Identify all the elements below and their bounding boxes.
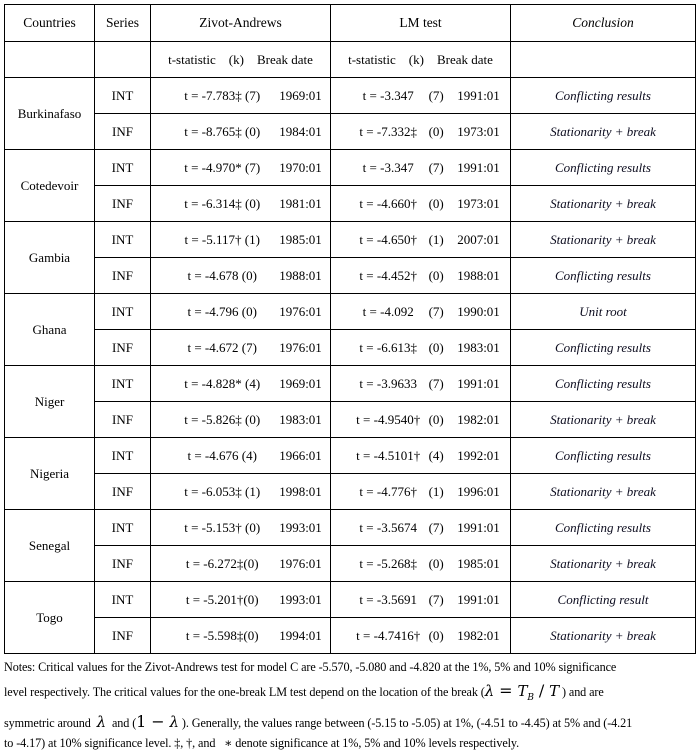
zivot-andrews-cell — [151, 78, 331, 114]
za-break-date: 1983:01 — [279, 411, 322, 427]
notes-line-4: to -4.17) at 10% significance level. ‡, †, and ∗ denote significance at 1%, 5% and 10% levels respectively. — [4, 736, 520, 750]
zivot-andrews-cell — [151, 474, 331, 510]
lm-tstat: t = -4.776† — [359, 483, 417, 499]
notes-line-3 — [4, 710, 694, 735]
table-row — [5, 330, 696, 366]
table-notes — [4, 656, 694, 752]
lm-break-date: 1973:01 — [457, 195, 500, 211]
math-subscript-B: B — [527, 693, 534, 703]
lm-tstat: t = -3.347 — [362, 159, 414, 175]
lm-break-date: 1991:01 — [457, 87, 500, 103]
lm-tstat: t = -7.332‡ — [359, 123, 417, 139]
lm-test-cell — [331, 582, 511, 618]
za-tstat: t = -4.676 (4) — [187, 447, 257, 463]
lambda-symbol: λ — [169, 713, 179, 731]
subheader-lm-k: (k) — [408, 51, 424, 67]
table-row — [5, 402, 696, 438]
lm-k: (0) — [428, 411, 444, 427]
series-cell: INF — [95, 330, 151, 366]
series-cell: INT — [95, 510, 151, 546]
lm-tstat: t = -4.092 — [362, 303, 414, 319]
conclusion-cell: Stationarity + break — [511, 222, 696, 258]
zivot-andrews-cell — [151, 114, 331, 150]
series-cell: INT — [95, 438, 151, 474]
table-row — [5, 222, 696, 258]
lm-tstat: t = -3.9633 — [359, 375, 417, 391]
za-break-date: 1969:01 — [279, 375, 322, 391]
series-cell: INT — [95, 582, 151, 618]
table-row — [5, 294, 696, 330]
series-cell: INF — [95, 402, 151, 438]
header-row — [5, 5, 696, 42]
za-tstat: t = -6.053‡ (1) — [184, 483, 261, 499]
conclusion-cell: Conflicting results — [511, 366, 696, 402]
lm-test-cell — [331, 474, 511, 510]
table-row — [5, 582, 696, 618]
lm-break-date: 2007:01 — [457, 231, 500, 247]
za-tstat: t = -5.598‡(0) — [185, 627, 259, 643]
lm-k: (0) — [428, 339, 444, 355]
lm-tstat: t = -6.613‡ — [359, 339, 417, 355]
notes-line-3-and: and ( — [106, 716, 137, 730]
results-body — [5, 78, 696, 654]
lm-test-cell — [331, 114, 511, 150]
header-zivot-andrews: Zivot-Andrews — [151, 5, 331, 42]
series-cell: INT — [95, 150, 151, 186]
zivot-andrews-cell — [151, 222, 331, 258]
subheader-za-k: (k) — [228, 51, 244, 67]
conclusion-cell: Stationarity + break — [511, 474, 696, 510]
lm-tstat: t = -4.452† — [359, 267, 417, 283]
conclusion-cell: Unit root — [511, 294, 696, 330]
za-break-date: 1981:01 — [279, 195, 322, 211]
lm-break-date: 1988:01 — [457, 267, 500, 283]
country-cell: Cotedevoir — [5, 150, 95, 222]
subheader-lm — [331, 42, 511, 78]
series-cell: INF — [95, 474, 151, 510]
lm-break-date: 1985:01 — [457, 555, 500, 571]
zivot-andrews-cell — [151, 330, 331, 366]
za-break-date: 1970:01 — [279, 159, 322, 175]
series-cell: INF — [95, 618, 151, 654]
lm-k: (0) — [428, 123, 444, 139]
table-row — [5, 438, 696, 474]
za-tstat: t = -5.153† (0) — [184, 519, 261, 535]
lm-break-date: 1991:01 — [457, 159, 500, 175]
lm-test-cell — [331, 78, 511, 114]
za-tstat: t = -4.672 (7) — [187, 339, 257, 355]
header-lm-test: LM test — [331, 5, 511, 42]
za-tstat: t = -5.201†(0) — [185, 591, 259, 607]
series-cell: INT — [95, 222, 151, 258]
za-tstat: t = -4.970* (7) — [184, 159, 261, 175]
lm-k: (7) — [428, 591, 444, 607]
zivot-andrews-cell — [151, 438, 331, 474]
country-cell: Togo — [5, 582, 95, 654]
subheader-lm-tstat: t-statistic — [348, 51, 396, 67]
series-cell: INT — [95, 294, 151, 330]
lm-tstat: t = -4.650† — [359, 231, 417, 247]
lm-test-cell — [331, 294, 511, 330]
slash-symbol: / — [533, 681, 550, 700]
za-break-date: 1998:01 — [279, 483, 322, 499]
lm-test-cell — [331, 366, 511, 402]
za-break-date: 1966:01 — [279, 447, 322, 463]
za-break-date: 1976:01 — [279, 555, 322, 571]
series-cell: INT — [95, 78, 151, 114]
table-row — [5, 258, 696, 294]
lm-break-date: 1991:01 — [457, 591, 500, 607]
lm-tstat: t = -3.347 — [362, 87, 414, 103]
za-break-date: 1976:01 — [279, 303, 322, 319]
country-cell: Ghana — [5, 294, 95, 366]
lm-break-date: 1982:01 — [457, 411, 500, 427]
lm-k: (7) — [428, 375, 444, 391]
subheader-empty-series — [95, 42, 151, 78]
lm-k: (1) — [428, 231, 444, 247]
country-cell: Gambia — [5, 222, 95, 294]
lm-test-cell — [331, 510, 511, 546]
series-cell: INF — [95, 186, 151, 222]
zivot-andrews-cell — [151, 366, 331, 402]
zivot-andrews-cell — [151, 618, 331, 654]
lm-test-cell — [331, 438, 511, 474]
series-cell: INT — [95, 366, 151, 402]
lm-tstat: t = -4.5101† — [356, 447, 421, 463]
lm-break-date: 1991:01 — [457, 519, 500, 535]
unit-root-results-table — [4, 4, 696, 654]
equals-symbol: = — [494, 681, 518, 700]
lm-tstat: t = -4.9540† — [356, 411, 421, 427]
lm-break-date: 1982:01 — [457, 627, 500, 643]
country-cell: Burkinafaso — [5, 78, 95, 150]
lm-test-cell — [331, 222, 511, 258]
lm-k: (7) — [428, 87, 444, 103]
lm-tstat: t = -4.7416† — [356, 627, 421, 643]
za-break-date: 1993:01 — [279, 591, 322, 607]
notes-line-3-text: symmetric around — [4, 716, 97, 730]
zivot-andrews-cell — [151, 546, 331, 582]
zivot-andrews-cell — [151, 258, 331, 294]
lm-break-date: 1973:01 — [457, 123, 500, 139]
za-break-date: 1969:01 — [279, 87, 322, 103]
lm-break-date: 1996:01 — [457, 483, 500, 499]
table-row — [5, 474, 696, 510]
za-tstat: t = -4.828* (4) — [184, 375, 261, 391]
zivot-andrews-cell — [151, 186, 331, 222]
lm-test-cell — [331, 258, 511, 294]
series-cell: INF — [95, 546, 151, 582]
math-T-total: T — [549, 682, 560, 700]
conclusion-cell: Conflicting results — [511, 330, 696, 366]
subheader-empty-country — [5, 42, 95, 78]
conclusion-cell: Stationarity + break — [511, 114, 696, 150]
conclusion-cell: Stationarity + break — [511, 186, 696, 222]
lm-tstat: t = -3.5674 — [359, 519, 417, 535]
lm-test-cell — [331, 330, 511, 366]
subheader-za — [151, 42, 331, 78]
conclusion-cell: Conflicting results — [511, 258, 696, 294]
table-row — [5, 618, 696, 654]
lm-break-date: 1991:01 — [457, 375, 500, 391]
series-cell: INF — [95, 258, 151, 294]
header-countries: Countries — [5, 5, 95, 42]
lm-tstat: t = -3.5691 — [359, 591, 417, 607]
lm-test-cell — [331, 402, 511, 438]
lm-test-cell — [331, 618, 511, 654]
table-row — [5, 150, 696, 186]
lm-test-cell — [331, 186, 511, 222]
za-break-date: 1985:01 — [279, 231, 322, 247]
lm-k: (4) — [428, 447, 444, 463]
lm-break-date: 1983:01 — [457, 339, 500, 355]
conclusion-cell: Conflicting results — [511, 150, 696, 186]
conclusion-cell: Conflicting result — [511, 582, 696, 618]
lambda-symbol: λ — [96, 713, 107, 731]
za-break-date: 1988:01 — [279, 267, 322, 283]
table-row — [5, 186, 696, 222]
table-row — [5, 366, 696, 402]
table-row — [5, 78, 696, 114]
zivot-andrews-cell — [151, 510, 331, 546]
lm-k: (7) — [428, 303, 444, 319]
subheader-empty-conclusion — [511, 42, 696, 78]
zivot-andrews-cell — [151, 402, 331, 438]
notes-line-2-text: level respectively. The critical values for the one-break LM test depend on the location of the break ( — [4, 685, 485, 699]
zivot-andrews-cell — [151, 150, 331, 186]
table-row — [5, 510, 696, 546]
country-cell: Niger — [5, 366, 95, 438]
lm-k: (1) — [428, 483, 444, 499]
zivot-andrews-cell — [151, 294, 331, 330]
notes-line-3-end: ). Generally, the values range between (-5.15 to -5.05) at 1%, (-4.51 to -4.45) at 5% and (-4.21 — [178, 716, 633, 730]
za-tstat: t = -5.117† (1) — [184, 231, 260, 247]
lm-tstat: t = -4.660† — [359, 195, 417, 211]
subheader-za-break-date: Break date — [256, 51, 313, 67]
za-tstat: t = -8.765‡ (0) — [184, 123, 261, 139]
lm-k: (0) — [428, 555, 444, 571]
subheader-row — [5, 42, 696, 78]
conclusion-cell: Stationarity + break — [511, 618, 696, 654]
conclusion-cell: Stationarity + break — [511, 546, 696, 582]
series-cell: INF — [95, 114, 151, 150]
subheader-lm-break-date: Break date — [436, 51, 493, 67]
country-cell: Nigeria — [5, 438, 95, 510]
lm-k: (7) — [428, 159, 444, 175]
lm-tstat: t = -5.268‡ — [359, 555, 417, 571]
za-tstat: t = -5.826‡ (0) — [184, 411, 261, 427]
za-tstat: t = -4.796 (0) — [187, 303, 257, 319]
za-tstat: t = -7.783‡ (7) — [184, 87, 261, 103]
lm-test-cell — [331, 150, 511, 186]
header-conclusion: Conclusion — [511, 5, 696, 42]
lm-break-date: 1990:01 — [457, 303, 500, 319]
conclusion-cell: Stationarity + break — [511, 402, 696, 438]
notes-line-2 — [4, 679, 694, 710]
za-tstat: t = -4.678 (0) — [187, 267, 257, 283]
header-series: Series — [95, 5, 151, 42]
lm-k: (0) — [428, 195, 444, 211]
notes-line-1: Notes: Critical values for the Zivot-Andrews test for model C are -5.570, -5.080 and -4.820 at the 1%, 5% and 10% significance — [4, 660, 617, 674]
za-break-date: 1984:01 — [279, 123, 322, 139]
one-minus-symbol: 1 − — [136, 712, 170, 731]
conclusion-cell: Conflicting results — [511, 438, 696, 474]
conclusion-cell: Conflicting results — [511, 510, 696, 546]
za-tstat: t = -6.314‡ (0) — [184, 195, 261, 211]
za-break-date: 1993:01 — [279, 519, 322, 535]
lambda-symbol: λ — [484, 682, 495, 700]
country-cell: Senegal — [5, 510, 95, 582]
notes-line-2-end: ) and are — [559, 685, 604, 699]
lm-break-date: 1992:01 — [457, 447, 500, 463]
lm-k: (0) — [428, 267, 444, 283]
zivot-andrews-cell — [151, 582, 331, 618]
subheader-za-tstat: t-statistic — [168, 51, 216, 67]
za-break-date: 1976:01 — [279, 339, 322, 355]
za-break-date: 1994:01 — [279, 627, 322, 643]
za-tstat: t = -6.272‡(0) — [185, 555, 259, 571]
table-row — [5, 114, 696, 150]
math-T: T — [517, 682, 528, 700]
lm-k: (7) — [428, 519, 444, 535]
conclusion-cell: Conflicting results — [511, 78, 696, 114]
table-row — [5, 546, 696, 582]
lm-test-cell — [331, 546, 511, 582]
lm-k: (0) — [428, 627, 444, 643]
